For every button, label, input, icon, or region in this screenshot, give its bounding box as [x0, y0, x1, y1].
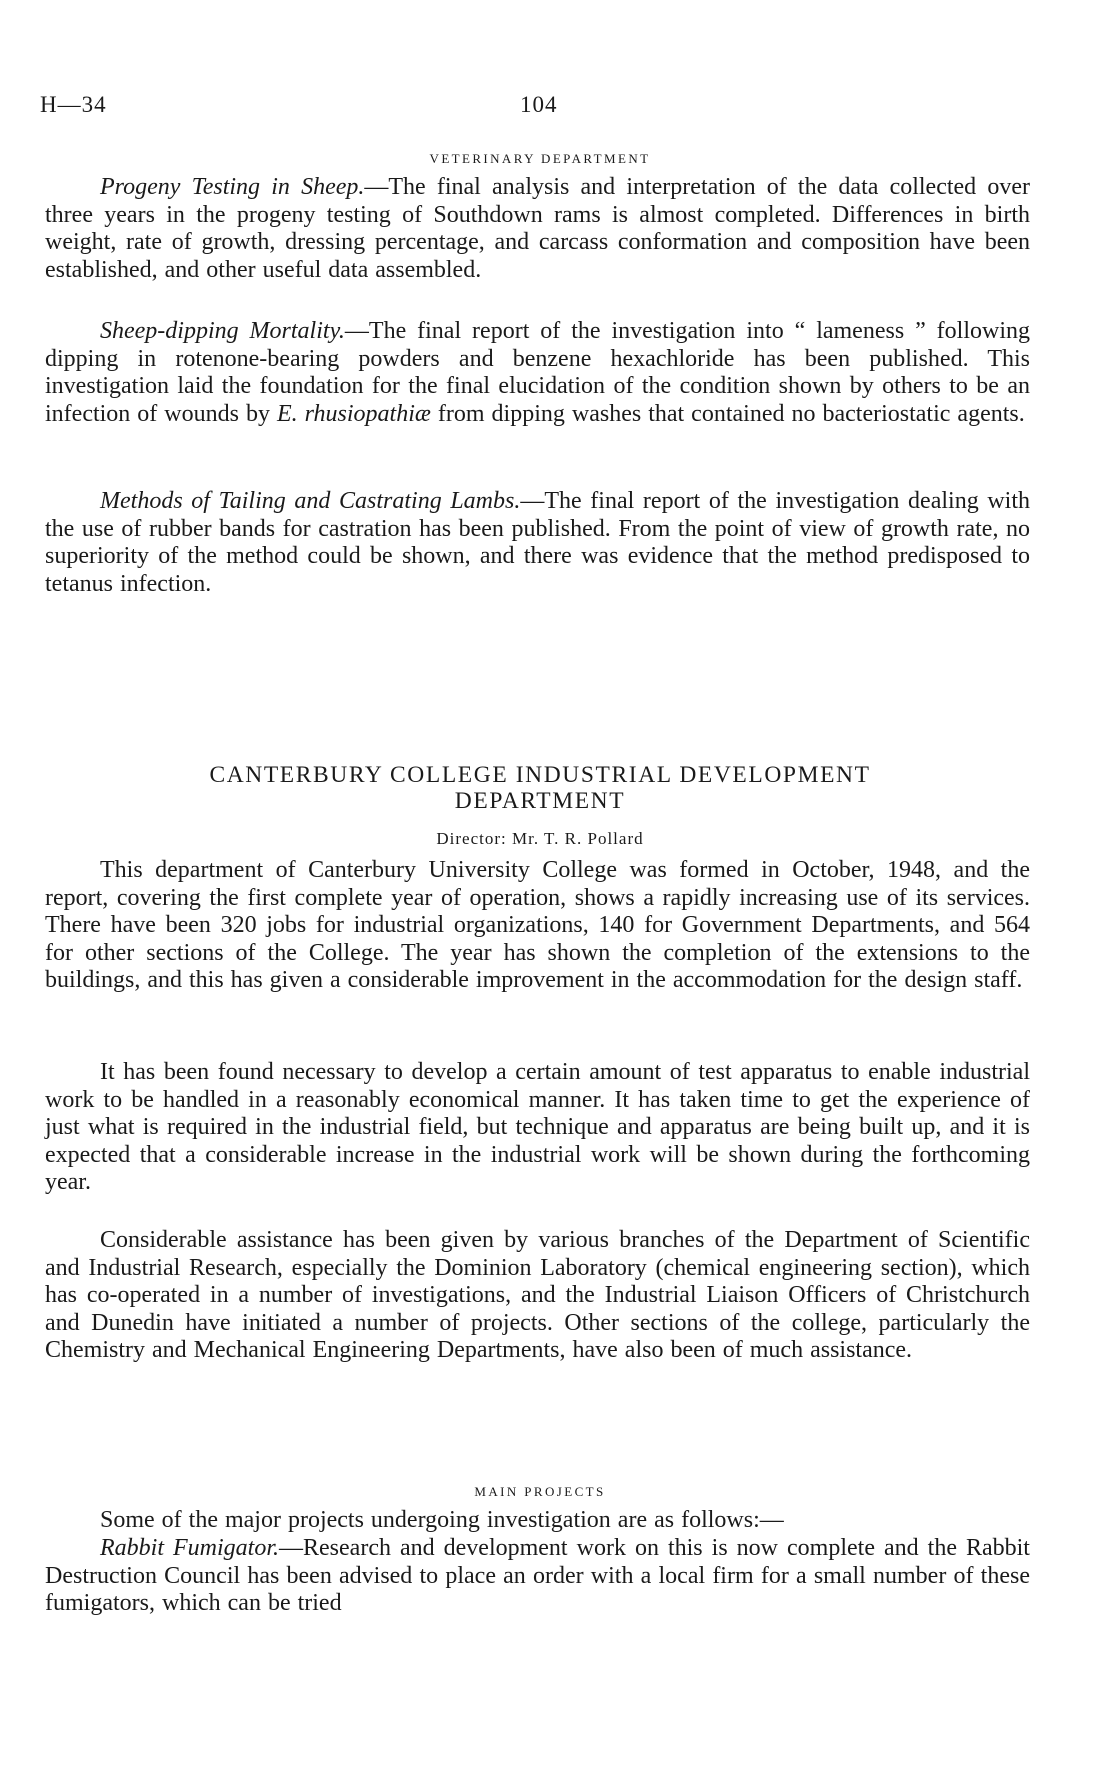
director-line	[40, 829, 1040, 849]
director-label: Director:	[436, 829, 507, 848]
paragraph-canterbury-2: It has been found necessary to develop a certain amount of test apparatus to enable industrial work to be handled in a reasonably economical manner. It has taken time to get the experience of just what is required in the industrial field, but technique and apparatus are being built up, and it is expected that a considerable increase in the industrial work will be shown during the forthcoming year.	[45, 1059, 1030, 1195]
paragraph-projects-intro: Some of the major projects undergoing investigation are as follows:—	[100, 1507, 784, 1533]
paragraph-body-dipping-1: —The final report of the investigation into “ lameness ” following dipping in rotenone-bearing powders and benzene hexachloride has been published. This investigation laid the foundation for the final elucidation of the condition shown by others to be an infection of wounds by	[45, 318, 1031, 427]
page-header	[40, 92, 1020, 122]
paragraph-tailing-castrating	[45, 488, 1030, 598]
director-name: Mr. T. R. Pollard	[512, 829, 644, 848]
paragraph-canterbury-3: Considerable assistance has been given by various branches of the Department of Scientific and Industrial Research, especially the Dominion Laboratory (chemical engineering section), which has co-operated in a number of investigations, and the Industrial Liaison Officers of Christchurch and Dunedin have initiated a number of projects. Other sections of the college, particularly the Chemistry and Mechanical Engineering Departments, have also been of much assistance.	[45, 1227, 1030, 1363]
paragraph-body-rabbit: —Research and development work on this is now complete and the Rabbit Destruction Council has been advised to place an order with a local firm for a small number of these fumigators, which can be tried	[45, 1535, 1030, 1616]
canterbury-heading-line1: CANTERBURY COLLEGE INDUSTRIAL DEVELOPMENT	[209, 762, 871, 788]
paragraph-lead-dipping: Sheep-dipping Mortality.	[100, 318, 345, 344]
paragraph-body-progeny: —The final analysis and interpretation of the data collected over three years in the progeny testing of Southdown rams is almost completed. Differences in birth weight, rate of growth, dressing percentage, and carcass conformation and composition have been established, and other useful data assembled.	[45, 174, 1030, 283]
paragraph-progeny-testing	[45, 174, 1030, 284]
page-reference: H—34	[40, 92, 107, 117]
paragraph-sheep-dipping	[45, 318, 1030, 428]
veterinary-department-heading: VETERINARY DEPARTMENT	[429, 151, 651, 166]
paragraph-body-tailing: —The final report of the investigation dealing with the use of rubber bands for castration has been published. From the point of view of growth rate, no superiority of the method could be shown, and there was evidence that the method predisposed to tetanus infection.	[45, 488, 1031, 597]
paragraph-lead-rabbit: Rabbit Fumigator.	[100, 1535, 280, 1561]
paragraph-body-dipping-2: from dipping washes that contained no bacteriostatic agents.	[430, 400, 1025, 427]
page-number: 104	[520, 92, 558, 117]
paragraph-lead-tailing: Methods of Tailing and Castrating Lambs.	[100, 488, 521, 514]
organism-name: E. rhusiopathiæ	[276, 400, 431, 427]
main-projects-heading: MAIN PROJECTS	[474, 1484, 606, 1499]
paragraph-lead-progeny: Progeny Testing in Sheep.	[100, 174, 365, 200]
paragraph-rabbit-fumigator	[45, 1535, 1030, 1618]
paragraph-canterbury-1: This department of Canterbury University College was formed in October, 1948, and the report, covering the first complete year of operation, shows a rapidly increasing use of its services. There have been 320 jobs for industrial organizations, 140 for Government Departments, and 564 for other sections of the College. The year has shown the completion of the extensions to the buildings, and this has given a considerable improvement in the accommodation for the design staff.	[45, 857, 1030, 993]
canterbury-heading-line2: DEPARTMENT	[454, 788, 626, 814]
